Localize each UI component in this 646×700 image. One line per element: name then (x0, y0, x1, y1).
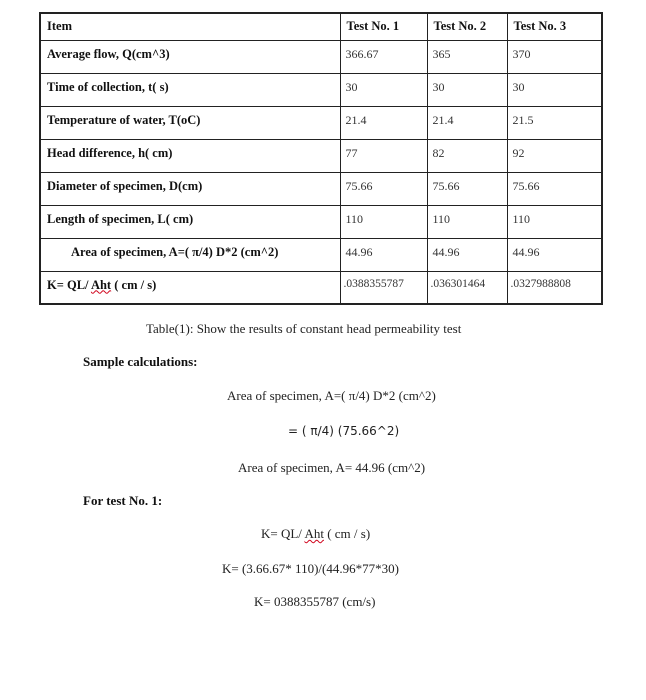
k-formula-suffix: ( cm / s) (323, 526, 371, 541)
table-row (40, 271, 602, 304)
table-caption: Table(1): Show the results of constant head permeability test (146, 321, 462, 336)
table-cell: 44.96 (340, 238, 427, 271)
area-substitution-line: = ( π/4) (75.66^2) (288, 424, 400, 438)
table-cell: 365 (427, 40, 507, 73)
sample-calculations-heading: Sample calculations: (83, 354, 198, 369)
k-substitution-line: K= (3.66.67* 110)/(44.96*77*30) (222, 561, 399, 576)
table-cell: 30 (427, 73, 507, 106)
table-cell: .036301464 (427, 271, 507, 304)
test1-heading: For test No. 1: (83, 493, 163, 508)
table-cell: 44.96 (427, 238, 507, 271)
table-header-row (40, 13, 602, 40)
k-formula-prefix: K= QL/ (47, 277, 91, 292)
table-row (40, 106, 602, 139)
area-result-line: Area of specimen, A= 44.96 (cm^2) (238, 460, 426, 475)
area-formula-line: Area of specimen, A=( π/4) D*2 (cm^2) (227, 388, 436, 403)
results-table (39, 12, 603, 305)
row-label: Diameter of specimen, D(cm) (40, 172, 340, 205)
table-cell: 110 (427, 205, 507, 238)
table-row (40, 205, 602, 238)
table-cell: 75.66 (340, 172, 427, 205)
row-label (40, 271, 340, 304)
table-row (40, 73, 602, 106)
table-cell: 21.5 (507, 106, 602, 139)
header-cell: Test No. 3 (507, 13, 602, 40)
table-row (40, 238, 602, 271)
spellcheck-underlined-word: Aht (304, 526, 324, 541)
table-cell: 30 (340, 73, 427, 106)
table-cell: 77 (340, 139, 427, 172)
table-cell: 366.67 (340, 40, 427, 73)
row-label: Time of collection, t( s) (40, 73, 340, 106)
spellcheck-underlined-word: Aht (90, 277, 112, 292)
table-row (40, 172, 602, 205)
table-cell: 110 (340, 205, 427, 238)
table-cell: 370 (507, 40, 602, 73)
table-row (40, 40, 602, 73)
row-label: Temperature of water, T(oC) (40, 106, 340, 139)
table-cell: 21.4 (340, 106, 427, 139)
row-label: Average flow, Q(cm^3) (40, 40, 340, 73)
table-cell: 21.4 (427, 106, 507, 139)
table-cell: .0388355787 (340, 271, 427, 304)
table-cell: 44.96 (507, 238, 602, 271)
table-cell: 75.66 (507, 172, 602, 205)
table-row (40, 139, 602, 172)
table-cell: .0327988808 (507, 271, 602, 304)
table-cell: 110 (507, 205, 602, 238)
k-formula-suffix: ( cm / s) (111, 277, 157, 292)
table-cell: 75.66 (427, 172, 507, 205)
k-formula-line (261, 526, 370, 542)
table-cell: 30 (507, 73, 602, 106)
table-cell: 82 (427, 139, 507, 172)
header-cell: Item (40, 13, 340, 40)
row-label: Head difference, h( cm) (40, 139, 340, 172)
row-label: Length of specimen, L( cm) (40, 205, 340, 238)
table-cell: 92 (507, 139, 602, 172)
row-label: Area of specimen, A=( π/4) D*2 (cm^2) (40, 238, 340, 271)
header-cell: Test No. 2 (427, 13, 507, 40)
header-cell: Test No. 1 (340, 13, 427, 40)
k-result-line: K= 0388355787 (cm/s) (254, 594, 376, 609)
k-formula-prefix: K= QL/ (261, 526, 305, 541)
